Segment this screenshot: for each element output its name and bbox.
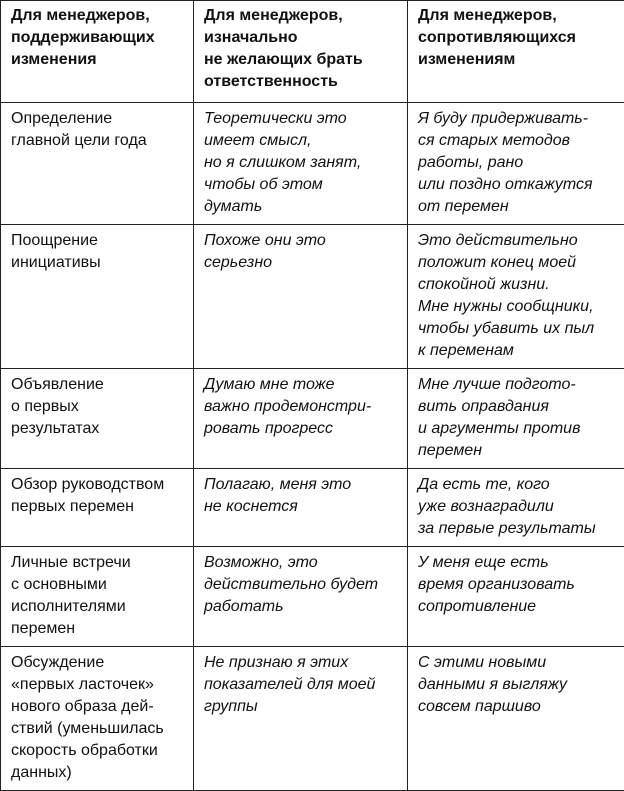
resistant-quote-cell: С этими новыми данными я выгляжу совсем паршиво bbox=[408, 647, 624, 791]
header-reluctant: Для менеджеров, изначально не желающих брать ответственность bbox=[194, 1, 408, 103]
resistant-quote-cell: Я буду придерживать- ся старых методов работы, рано или поздно откажутся от перемен bbox=[408, 103, 624, 225]
reluctant-quote-cell: Думаю мне тоже важно продемонстри- ровать прогресс bbox=[194, 369, 408, 469]
resistant-quote-cell: У меня еще есть время организовать сопротивление bbox=[408, 547, 624, 647]
table-row bbox=[1, 647, 624, 791]
table-row bbox=[1, 547, 624, 647]
criterion-cell: Объявление о первых результатах bbox=[1, 369, 194, 469]
criterion-cell: Поощрение инициативы bbox=[1, 225, 194, 369]
criterion-cell: Определение главной цели года bbox=[1, 103, 194, 225]
resistant-quote-cell: Мне лучше подгото- вить оправдания и аргументы против перемен bbox=[408, 369, 624, 469]
reluctant-quote-cell: Теоретически это имеет смысл, но я слишком занят, чтобы об этом думать bbox=[194, 103, 408, 225]
reluctant-quote-cell: Возможно, это действительно будет работать bbox=[194, 547, 408, 647]
reluctant-quote-cell: Не признаю я этих показателей для моей группы bbox=[194, 647, 408, 791]
reluctant-quote-cell: Похоже они это серьезно bbox=[194, 225, 408, 369]
table-row bbox=[1, 369, 624, 469]
table-row bbox=[1, 225, 624, 369]
header-supporting: Для менеджеров, поддерживающих изменения bbox=[1, 1, 194, 103]
reluctant-quote-cell: Полагаю, меня это не коснется bbox=[194, 469, 408, 547]
header-row bbox=[1, 1, 624, 103]
criterion-cell: Обзор руководством первых перемен bbox=[1, 469, 194, 547]
resistant-quote-cell: Это действительно положит конец моей спокойной жизни. Мне нужны сообщники, чтобы убавить их пыл к переменам bbox=[408, 225, 624, 369]
criterion-cell: Обсуждение «первых ласточек» нового образа дей- ствий (уменьшилась скорость обработки данных) bbox=[1, 647, 194, 791]
criterion-cell: Личные встречи с основными исполнителями перемен bbox=[1, 547, 194, 647]
table-row bbox=[1, 103, 624, 225]
resistant-quote-cell: Да есть те, кого уже вознаградили за первые результаты bbox=[408, 469, 624, 547]
table-row bbox=[1, 469, 624, 547]
header-resistant: Для менеджеров, сопротивляющихся изменениям bbox=[408, 1, 624, 103]
